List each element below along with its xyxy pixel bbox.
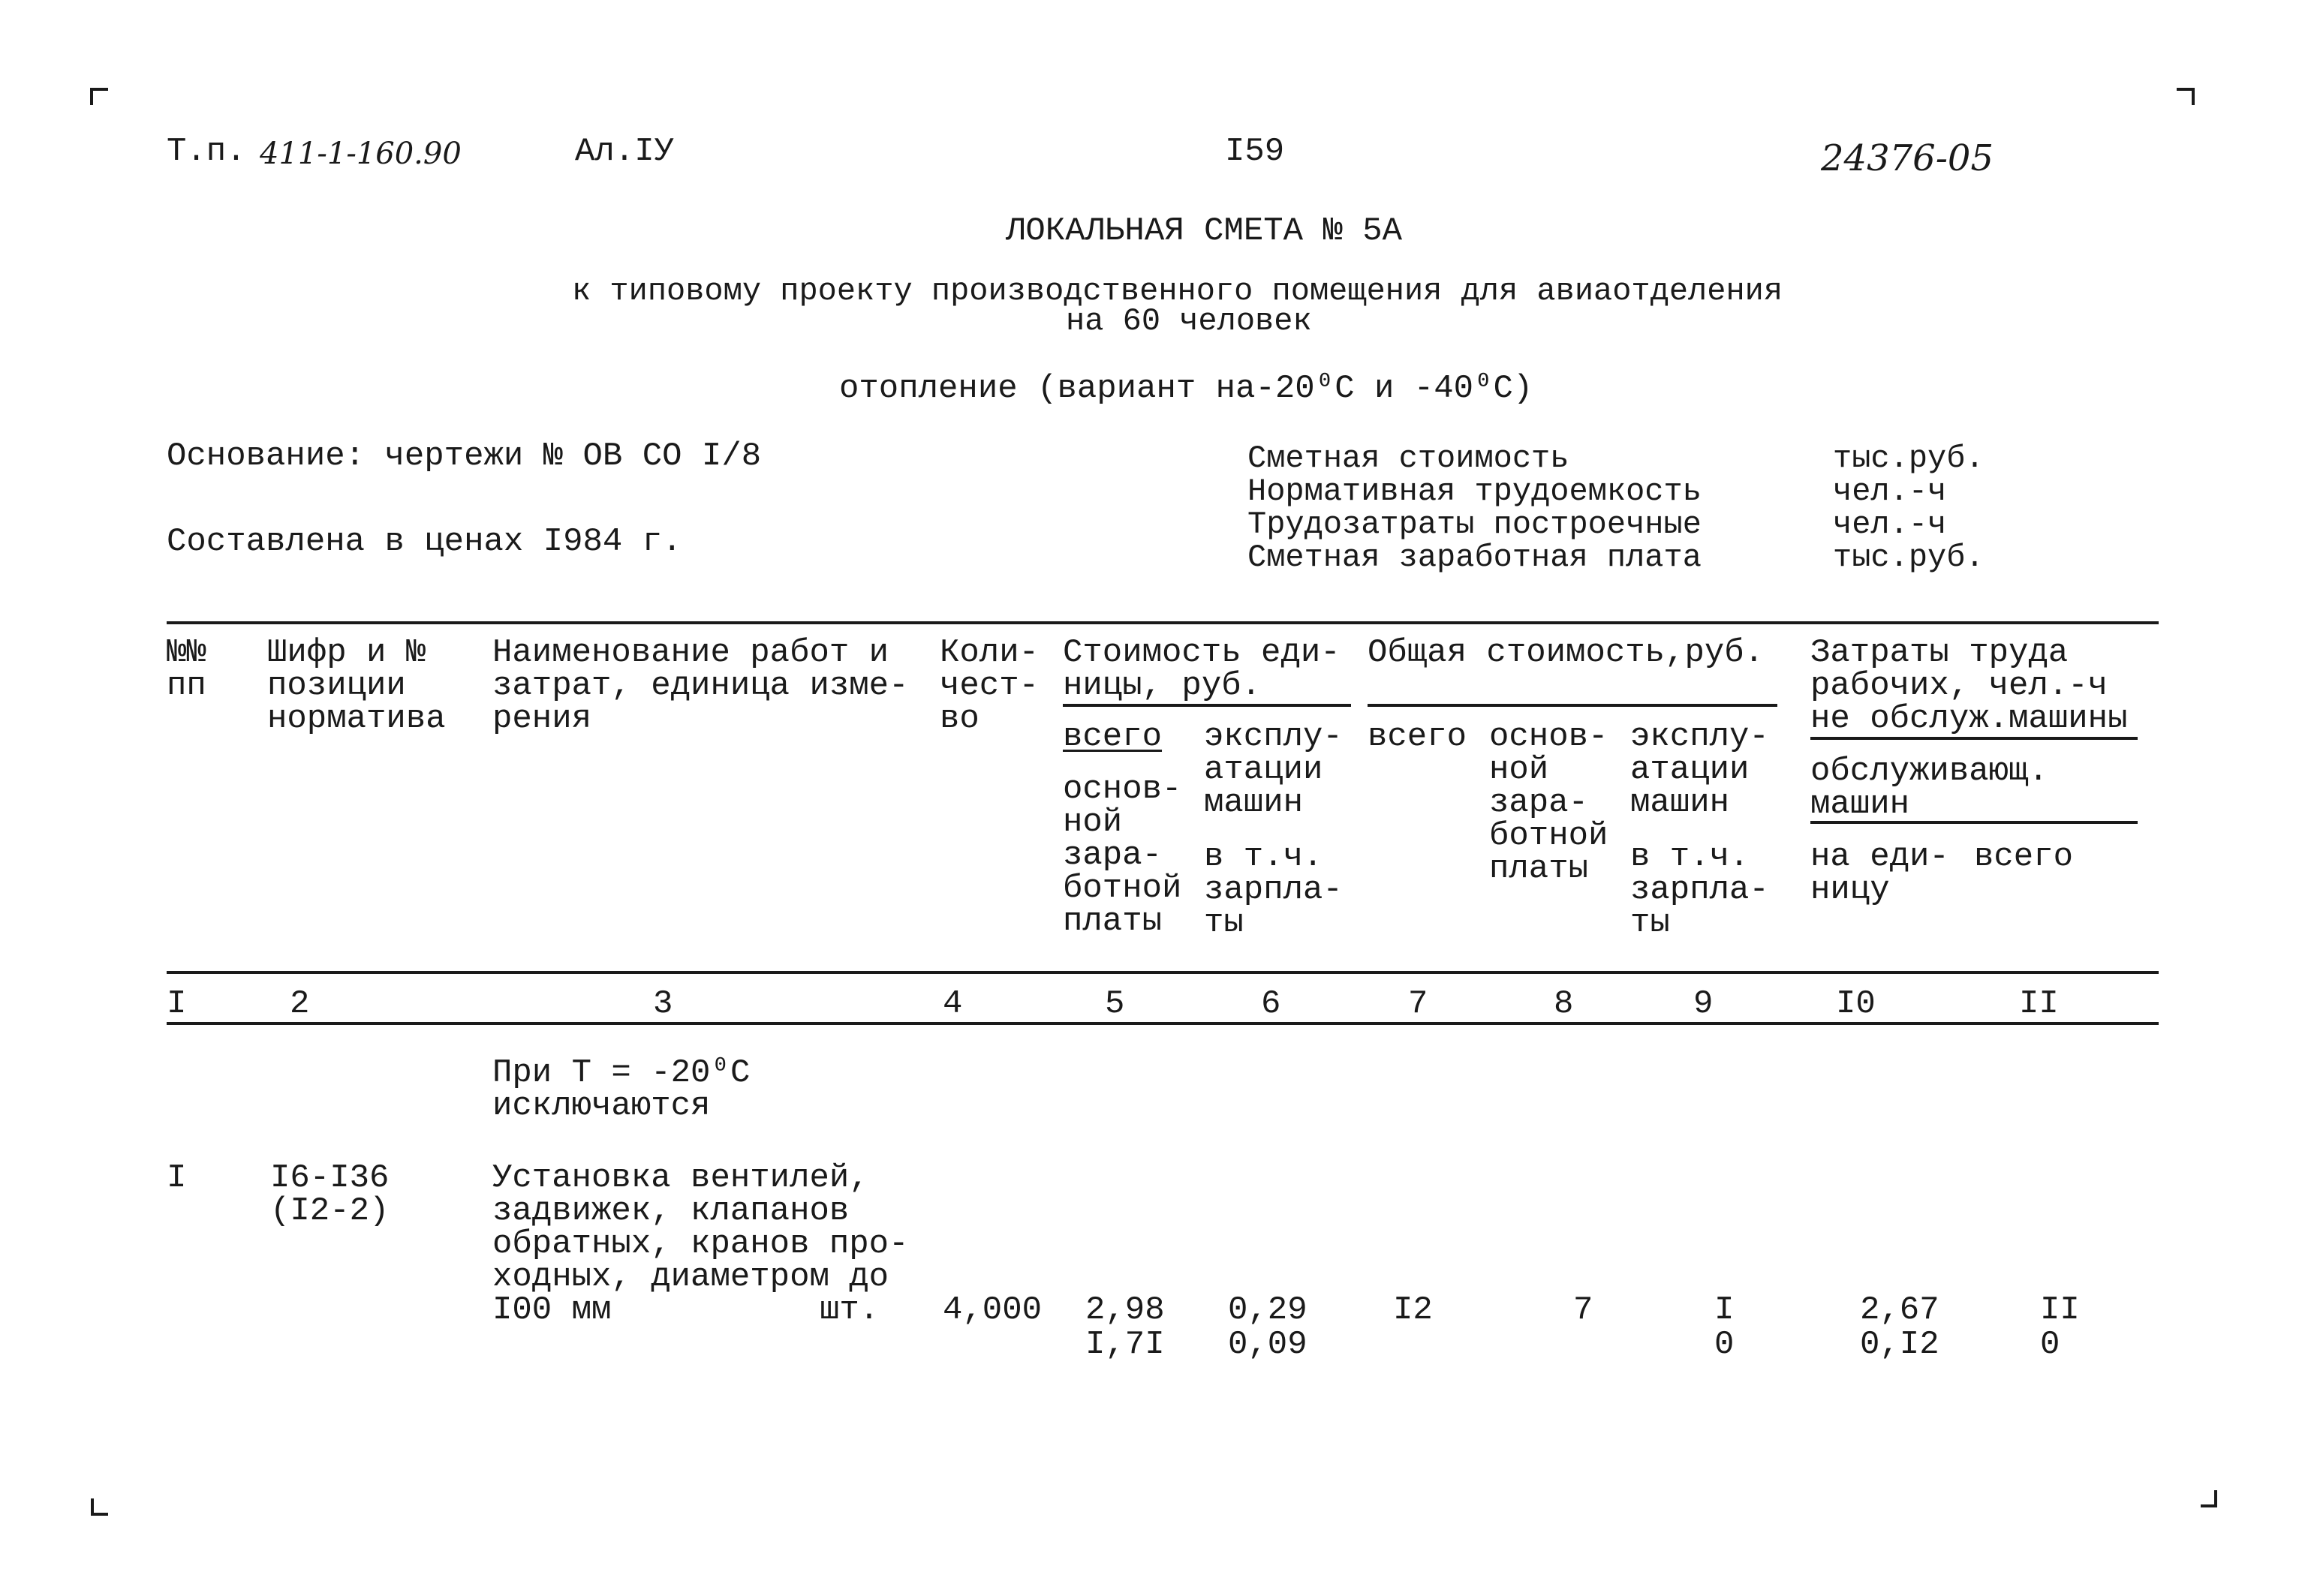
row-total-machine-wage: 0	[1714, 1326, 1735, 1363]
header-quantity: Коли- чест- во	[940, 634, 1040, 738]
summary-unit: чел.-ч	[1833, 473, 1947, 509]
header-labor-total: всего	[1974, 838, 2074, 876]
row-total-wage: 7	[1573, 1291, 1593, 1329]
column-number: 9	[1693, 985, 1714, 1023]
header-total-wage: основ- ной зара- ботной платы	[1489, 718, 1608, 888]
summary-unit: чел.-ч	[1833, 506, 1947, 543]
row-total: I2	[1393, 1291, 1433, 1329]
header-unit-machine: эксплу- атации машин	[1204, 718, 1343, 822]
row-work-name: Установка вентилей, задвижек, клапанов обратных, кранов про- ходных, диаметром до I00 мм	[492, 1159, 909, 1329]
corner-mark-bottom-left	[90, 1497, 110, 1516]
header-unit-wage: основ- ной зара- ботной платы	[1063, 771, 1182, 940]
subtitle-line2: на 60 человек	[1066, 303, 1312, 339]
header-row-number: №№ пп	[167, 634, 206, 705]
album-label: Ал.IУ	[575, 133, 675, 170]
column-number: 6	[1261, 985, 1281, 1023]
subtitle-line1: к типовому проекту производственного помещения для авиаотделения	[572, 273, 1783, 309]
inventory-number: 24376-05	[1821, 137, 1994, 179]
header-unit-total: всего	[1063, 718, 1163, 756]
row-unit-machine: 0,29	[1228, 1291, 1307, 1329]
header-labor-per-unit: на еди- ницу	[1810, 838, 1949, 909]
header-total: всего	[1368, 718, 1467, 756]
summary-unit: тыс.руб.	[1833, 440, 1985, 476]
column-number: I	[167, 985, 187, 1023]
table-top-rule	[167, 621, 2159, 624]
header-unit-cost-group: Стоимость еди- ницы, руб.	[1063, 634, 1341, 705]
summary-label: Трудозатраты построечные	[1247, 506, 1702, 543]
corner-mark-bottom-right	[2199, 1489, 2219, 1508]
row-labor-per-unit: 2,67	[1860, 1291, 1939, 1329]
header-bottom-rule	[167, 971, 2159, 974]
header-labor-machine: обслуживающ. машин	[1810, 753, 2048, 823]
row-unit-total: 2,98	[1085, 1291, 1165, 1329]
summary-label: Сметная стоимость	[1247, 440, 1569, 476]
document-title: ЛОКАЛЬНАЯ СМЕТА № 5А	[1006, 212, 1403, 250]
column-number: 3	[653, 985, 673, 1023]
header-norm-code: Шифр и № позиции норматива	[267, 634, 446, 738]
row-number: I	[167, 1159, 187, 1197]
column-number: 8	[1554, 985, 1574, 1023]
header-total-machine: эксплу- атации машин	[1630, 718, 1769, 822]
project-prefix: Т.п.	[167, 133, 246, 170]
column-number: II	[2019, 985, 2059, 1023]
summary-label: Нормативная трудоемкость	[1247, 473, 1702, 509]
project-number: 411-1-160.90	[260, 137, 462, 171]
row-quantity: 4,000	[943, 1291, 1043, 1329]
column-number: 4	[943, 985, 963, 1023]
row-unit: шт.	[820, 1291, 880, 1329]
row-labor-machine-total: 0	[2040, 1326, 2060, 1363]
column-number: 5	[1105, 985, 1125, 1023]
corner-mark-top-right	[2175, 87, 2195, 107]
corner-mark-top-left	[90, 87, 110, 107]
row-labor-total: II	[2040, 1291, 2080, 1329]
row-labor-machine-per-unit: 0,I2	[1860, 1326, 1939, 1363]
header-total-machine-wage: в т.ч. зарпла- ты	[1630, 838, 1769, 942]
header-work-name: Наименование работ и затрат, единица изме- рения	[492, 634, 909, 738]
section-note: При Т = -20⁰С исключаются	[492, 1054, 751, 1125]
basis-drawings: Основание: чертежи № ОВ СО I/8	[167, 437, 762, 475]
column-number: 7	[1408, 985, 1428, 1023]
row-total-machine: I	[1714, 1291, 1735, 1329]
column-number: I0	[1836, 985, 1876, 1023]
page-number: I59	[1225, 133, 1285, 170]
summary-label: Сметная заработная плата	[1247, 540, 1702, 576]
header-total-cost-group: Общая стоимость,руб.	[1368, 634, 1765, 672]
row-unit-machine-wage: 0,09	[1228, 1326, 1307, 1363]
rule-total-cost-group	[1368, 704, 1777, 707]
row-norm-code: I6-I36 (I2-2)	[270, 1159, 390, 1230]
basis-prices: Составлена в ценах I984 г.	[167, 523, 682, 561]
header-unit-machine-wage: в т.ч. зарпла- ты	[1204, 838, 1343, 942]
column-number: 2	[290, 985, 310, 1023]
row-unit-wage: I,7I	[1085, 1326, 1165, 1363]
summary-unit: тыс.руб.	[1833, 540, 1985, 576]
header-labor-nonmachine: не обслуж.машины	[1810, 700, 2128, 738]
header-labor-group: Затраты труда рабочих, чел.-ч	[1810, 634, 2108, 705]
variant-title: отопление (вариант на-20⁰С и -40⁰С)	[839, 370, 1533, 407]
